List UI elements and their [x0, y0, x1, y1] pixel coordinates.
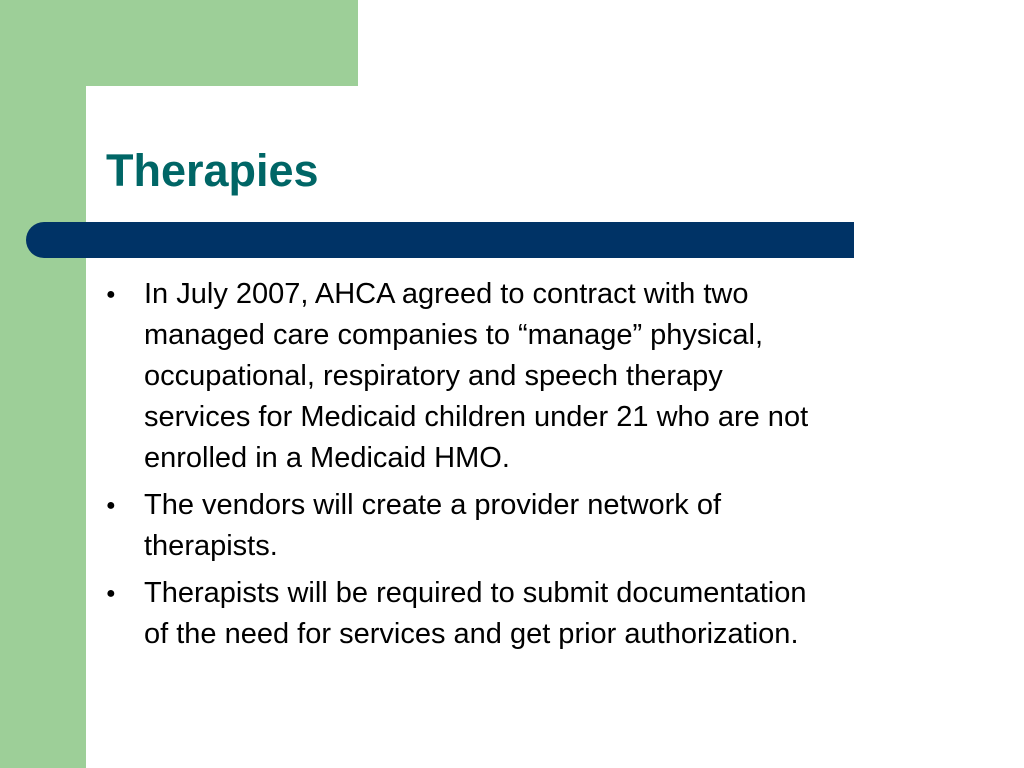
title-divider-bar: [26, 222, 854, 258]
bullet-list: [106, 274, 986, 661]
bullet-text-3: Therapists will be required to submit documentation of the need for services and get prior authorization.: [144, 577, 807, 650]
bullet-item-1: [106, 274, 986, 479]
bullet-item-3: [106, 573, 986, 655]
bullet-dot-icon: ●: [106, 497, 116, 514]
green-accent-left: [0, 0, 86, 768]
bullet-dot-icon: ●: [106, 286, 116, 303]
slide-title: Therapies: [106, 145, 319, 196]
bullet-text-2: The vendors will create a provider network of therapists.: [144, 489, 722, 562]
bullet-dot-icon: ●: [106, 585, 116, 602]
green-accent-top: [0, 0, 358, 86]
bullet-text-1: In July 2007, AHCA agreed to contract with two managed care companies to “manage” physical, occupational, respiratory and speech therapy services for Medicaid children under 21 who are not enrolled in a Medicaid HMO.: [144, 278, 809, 474]
bullet-item-2: [106, 485, 986, 567]
